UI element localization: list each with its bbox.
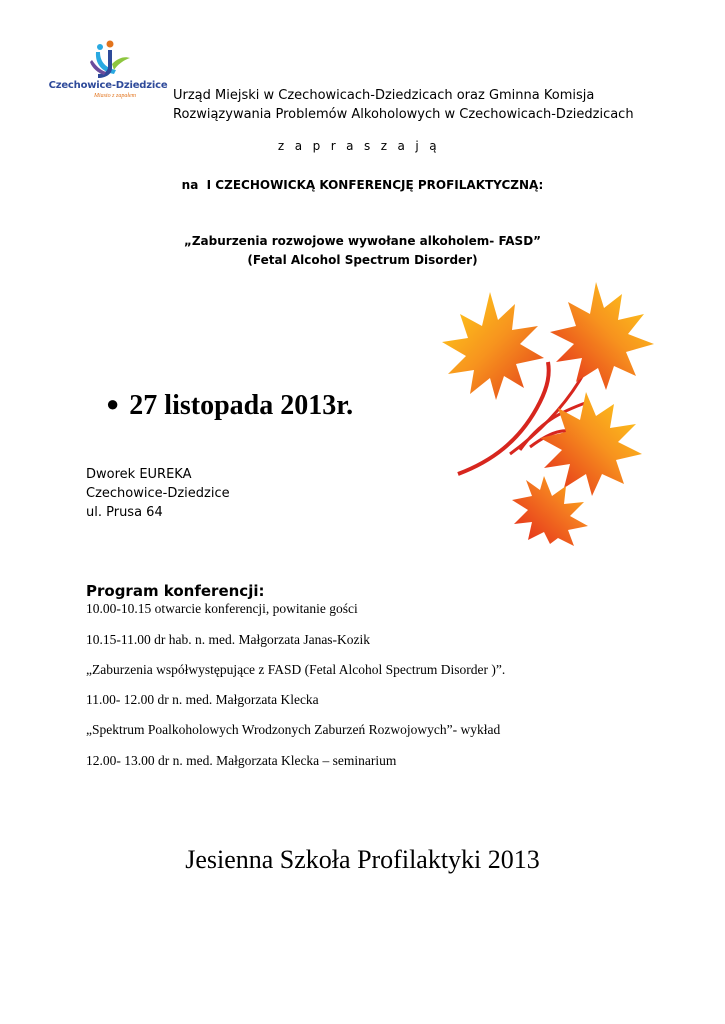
conference-title: na I CZECHOWICKĄ KONFERENCJĘ PROFILAKTYCZNĄ: [181, 178, 544, 192]
city-logo-icon [48, 38, 168, 86]
conference-topic [0, 232, 725, 270]
venue-street: ul. Prusa 64 [86, 505, 163, 520]
event-date-text: 27 listopada 2013r. [129, 390, 354, 421]
program-item: 11.00- 12.00 dr n. med. Małgorzata Klecka [86, 692, 319, 707]
organizers-line-2: Rozwiązywania Problemów Alkoholowych w Czechowicach-Dziedzicach [173, 107, 634, 122]
invite-text: zapraszają [277, 139, 448, 153]
program-item: 10.15-11.00 dr hab. n. med. Małgorzata Janas-Kozik [86, 632, 371, 647]
venue-name: Dworek EUREKA [86, 467, 192, 482]
city-logo-name: Czechowice-Dziedzice [48, 80, 168, 91]
city-logo [48, 38, 168, 118]
topic-subtitle: (Fetal Alcohol Spectrum Disorder) [247, 253, 478, 267]
autumn-maple-leaves-icon [420, 282, 675, 547]
topic-title: „Zaburzenia rozwojowe wywołane alkoholem- FASD” [183, 234, 542, 248]
footer-title: Jesienna Szkoła Profilaktyki 2013 [185, 845, 540, 874]
bullet-icon: ● [106, 391, 120, 416]
venue [86, 465, 230, 522]
organizers [173, 86, 634, 124]
program-item: „Spektrum Poalkoholowych Wrodzonych Zaburzeń Rozwojowych”- wykład [86, 722, 501, 737]
venue-city: Czechowice-Dziedzice [86, 486, 230, 501]
program-item: „Zaburzenia współwystępujące z FASD (Fetal Alcohol Spectrum Disorder )”. [86, 662, 506, 677]
program-title: Program konferencji: [86, 582, 265, 600]
city-logo-motto: Miasto z zapałem [94, 93, 136, 99]
event-date [106, 390, 353, 422]
program-item: 10.00-10.15 otwarcie konferencji, powitanie gości [86, 601, 358, 616]
organizers-line-1: Urząd Miejski w Czechowicach-Dziedzicach oraz Gminna Komisja [173, 88, 595, 103]
program-item: 12.00- 13.00 dr n. med. Małgorzata Klecka – seminarium [86, 753, 397, 768]
